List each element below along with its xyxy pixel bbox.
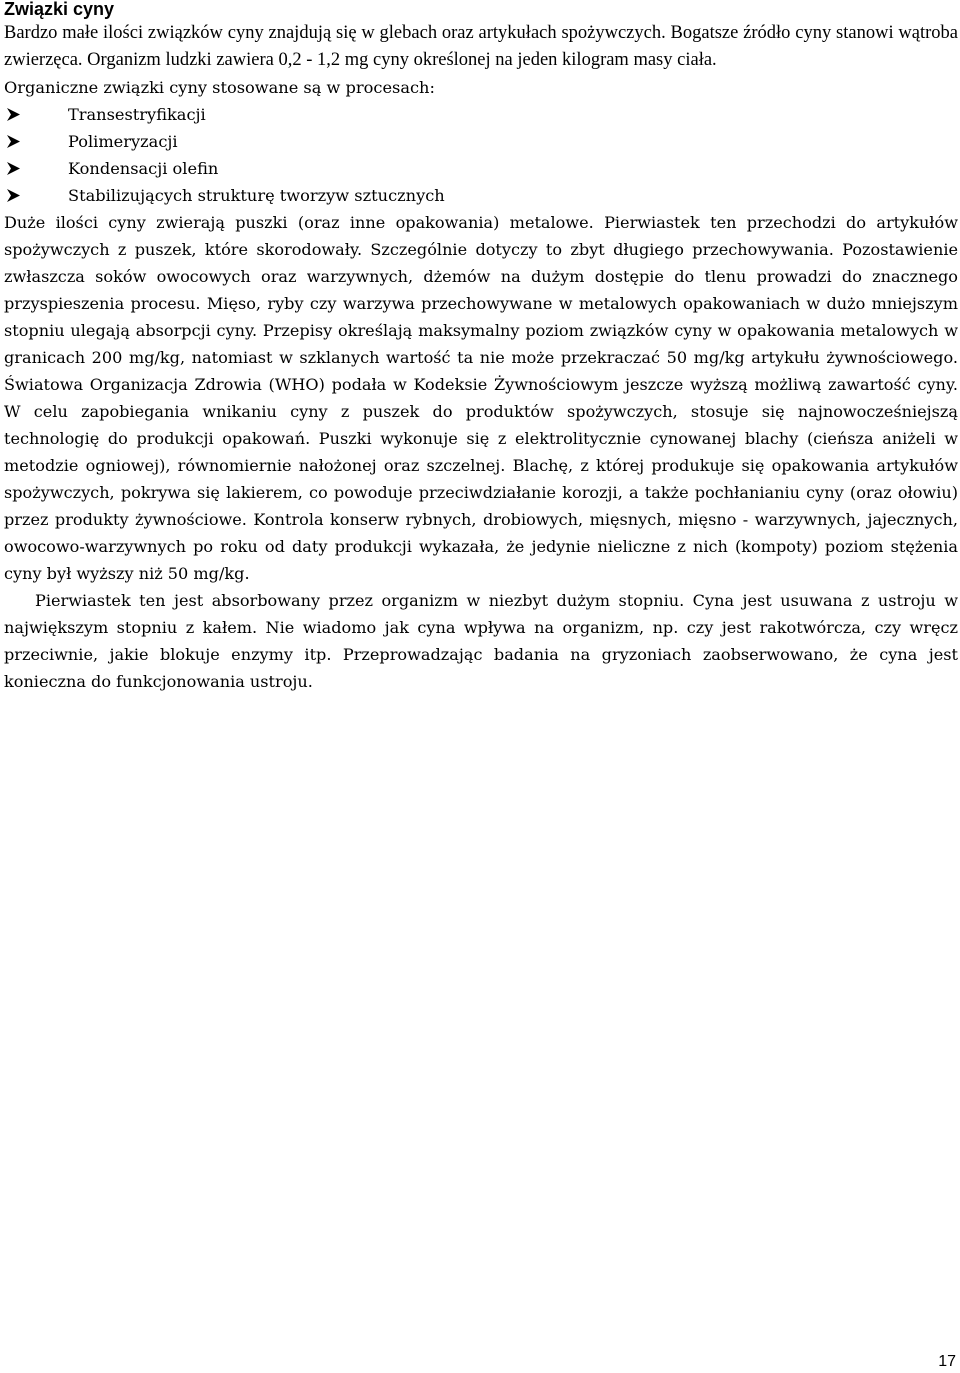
arrowhead-bullet-icon: [6, 128, 22, 155]
process-list: [4, 101, 958, 209]
list-item: [4, 155, 958, 182]
arrowhead-bullet-icon: [6, 101, 22, 128]
list-intro: Organiczne związki cyny stosowane są w procesach:: [4, 78, 435, 97]
list-item-label: Kondensacji olefin: [68, 159, 219, 178]
document-page: [4, 0, 958, 695]
list-item: [4, 101, 958, 128]
list-item: [4, 128, 958, 155]
intro-paragraph: Bardzo małe ilości związków cyny znajdują się w glebach oraz artykułach spożywczych. Bogatsze źródło cyny stanowi wątroba zwierzęca. Organizm ludzki zawiera 0,2 - 1,2 mg cyny określonej na jeden kilogram masy ciała.: [4, 23, 958, 70]
list-item-label: Transestryfikacji: [68, 105, 206, 124]
arrowhead-bullet-icon: [6, 182, 22, 209]
list-item: [4, 182, 958, 209]
arrowhead-bullet-icon: [6, 155, 22, 182]
list-item-label: Polimeryzacji: [68, 132, 178, 151]
section-heading: Związki cyny: [4, 0, 115, 19]
body-paragraph-absorption: Pierwiastek ten jest absorbowany przez organizm w niezbyt dużym stopniu. Cyna jest usuwana z ustroju w największym stopniu z kałem. Nie wiadomo jak cyna wpływa na organizm, np. czy jest rakotwórcza, czy wręcz przeciwnie, jakie blokuje enzymy itp. Przeprowadzając badania na gryzoniach zaobserwowano, że cyna jest konieczna do funkcjonowania ustroju.: [4, 591, 958, 691]
page-number: 17: [938, 1353, 956, 1370]
body-paragraph-packaging: Duże ilości cyny zwierają puszki (oraz inne opakowania) metalowe. Pierwiastek ten przechodzi do artykułów spożywczych z puszek, które skorodowały. Szczególnie dotyczy to zbyt długiego przechowywania. Pozostawienie zwłaszcza soków owocowych oraz warzywnych, dżemów na dużym dostępie do tlenu prowadzi do znacznego przyspieszenia procesu. Mięso, ryby czy warzywa przechowywane w metalowych opakowaniach w dużo mniejszym stopniu ulegają absorpcji cyny. Przepisy określają maksymalny poziom związków cyny w opakowania metalowych w granicach 200 mg/kg, natomiast w szklanych wartość ta nie może przekraczać 50 mg/kg artykułu żywnościowego. Światowa Organizacja Zdrowia (WHO) podała w Kodeksie Żywnościowym jeszcze wyższą możliwą zawartość cyny. W celu zapobiegania wnikaniu cyny z puszek do produktów spożywczych, stosuje się najnowocześniejszą technologię do produkcji opakowań. Puszki wykonuje się z elektrolitycznie cynowanej blachy (cieńsza aniżeli w metodzie ogniowej), równomiernie nałożonej oraz szczelnej. Blachę, z której produkuje się opakowania artykułów spożywczych, pokrywa się lakierem, co powoduje przeciwdziałanie korozji, a także pochłanianiu cyny (oraz ołowiu) przez produkty żywnościowe. Kontrola konserw rybnych, drobiowych, mięsnych, mięsno - warzywnych, jajecznych, owocowo-warzywnych po roku od daty produkcji wykazała, że jedynie nieliczne z nich (kompoty) poziom stężenia cyny był wyższy niż 50 mg/kg.: [4, 213, 958, 583]
list-item-label: Stabilizujących strukturę tworzyw sztucznych: [68, 186, 445, 205]
